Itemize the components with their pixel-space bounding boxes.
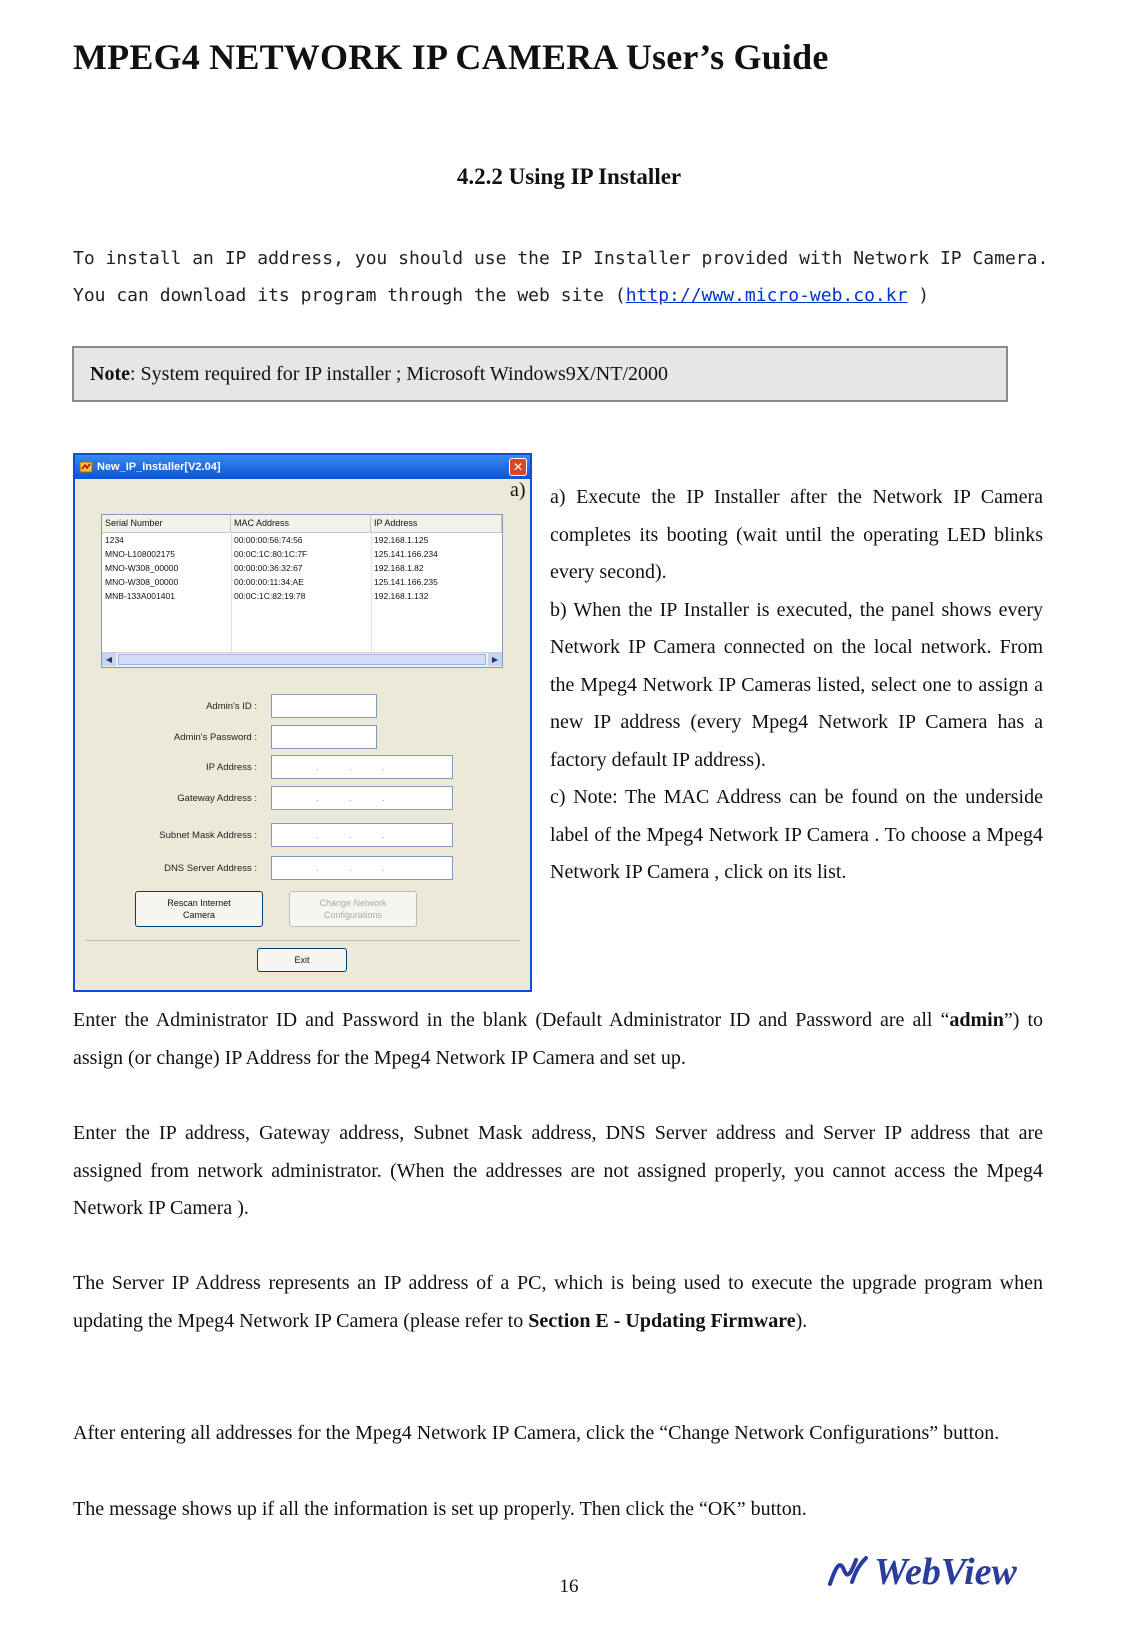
table-row <box>102 589 502 603</box>
horizontal-scrollbar <box>102 652 502 667</box>
scroll-left-icon: ◀ <box>102 653 116 666</box>
installer-title: New_IP_Installer[V2.04] <box>97 461 221 473</box>
subnet-mask-field: . . . <box>271 823 453 847</box>
table-row <box>102 575 502 589</box>
note-text <box>90 363 668 386</box>
admin-password-field <box>271 725 377 749</box>
note-box <box>72 346 1008 402</box>
exit-button: Exit <box>257 948 347 972</box>
column-serial-number: Serial Number <box>102 515 231 532</box>
step-marker: a) <box>510 479 526 501</box>
step-a: a) Execute the IP Installer after the Network IP Camera completes its booting (wait until the operating LED blinks every second). <box>550 486 1043 583</box>
admin-id-label: Admin's ID : <box>206 701 257 712</box>
ip-address-label: IP Address : <box>205 762 257 773</box>
cell-mac: 00:00:00:36:32:67 <box>234 563 303 573</box>
ip-address-field: . . . <box>271 755 453 779</box>
website-link[interactable]: http://www.micro-web.co.kr <box>625 285 908 306</box>
logo-text: WebView <box>874 1551 1017 1593</box>
step-b: b) When the IP Installer is executed, the panel shows every Network IP Camera connected on the local network. From the Mpeg4 Network IP Cameras listed, select one to assign a new IP address (every Mpeg4 Network IP Camera has a factory default IP address). <box>550 598 1043 771</box>
column-mac-address: MAC Address <box>231 515 371 532</box>
paragraph-addresses: Enter the IP address, Gateway address, Subnet Mask address, DNS Server address and Server IP address that are assigned from network administrator. (When the addresses are not assigned properly, you cannot access the Mpeg4 Network IP Camera ). <box>73 1122 1043 1219</box>
cell-ip: 192.168.1.125 <box>374 535 429 545</box>
intro-line-2-prefix: You can download its program through the web site ( <box>73 285 626 306</box>
rescan-button-label-1: Rescan Internet <box>167 898 231 908</box>
scroll-right-icon: ▶ <box>488 653 502 666</box>
ip-installer-screenshot <box>73 453 532 992</box>
installer-titlebar <box>75 455 530 479</box>
gateway-address-label: Gateway Address : <box>177 793 257 804</box>
column-ip-address: IP Address <box>371 515 502 532</box>
rescan-internet-camera-button <box>135 891 263 927</box>
webview-logo <box>826 1546 1044 1599</box>
dns-server-label: DNS Server Address : <box>164 863 257 874</box>
cell-mac: 00:00:00:56:74:56 <box>234 535 303 545</box>
cell-ip: 192.168.1.82 <box>374 563 424 573</box>
subnet-mask-label: Subnet Mask Address : <box>159 830 257 841</box>
divider <box>85 940 520 941</box>
gateway-address-field: . . . <box>271 786 453 810</box>
cell-ip: 125.141.166.234 <box>374 549 438 559</box>
change-network-configurations-button <box>289 891 417 927</box>
intro-text <box>73 240 1048 314</box>
admin-password-label: Admin's Password : <box>173 732 257 743</box>
dns-server-field: . . . <box>271 856 453 880</box>
p1-bold: admin <box>949 1009 1004 1031</box>
rescan-button-label-2: Camera <box>182 910 215 920</box>
steps-column <box>550 479 1043 892</box>
webview-logo-mark <box>826 1546 1044 1594</box>
cell-ip: 192.168.1.132 <box>374 591 429 601</box>
cell-serial: MNO-W308_00000 <box>105 577 179 587</box>
paragraph-change-config: After entering all addresses for the Mpeg4 Network IP Camera, click the “Change Network Configurations” button. <box>73 1422 1000 1444</box>
paragraph-admin <box>73 1002 1043 1077</box>
page-number: 16 <box>559 1576 579 1597</box>
cell-serial: MNO-L108002175 <box>105 549 175 559</box>
note-body: : System required for IP installer ; Microsoft Windows9X/NT/2000 <box>129 363 669 385</box>
change-button-label-1: Change Network <box>319 898 387 908</box>
p3-bold: Section E - Updating Firmware <box>528 1309 796 1332</box>
cell-mac: 00:00:00:11:34:AE <box>234 577 304 587</box>
table-row <box>102 561 502 575</box>
document-title: MPEG4 NETWORK IP CAMERA User’s Guide <box>73 37 829 77</box>
paragraph-ok: The message shows up if all the information is set up properly. Then click the “OK” button. <box>73 1498 807 1520</box>
cell-mac: 00:0C:1C:82:19:78 <box>234 591 306 601</box>
camera-list <box>101 514 503 668</box>
p1-prefix: Enter the Administrator ID and Password in the blank (Default Administrator ID and Password are all “ <box>73 1009 950 1031</box>
p3-prefix: The Server IP Address represents an IP address of a PC, which is being used to execute the upgrade program when updating the Mpeg4 Network IP Camera (please refer to <box>73 1272 1043 1332</box>
change-button-label-2: Configurations <box>323 910 383 920</box>
close-icon: ✕ <box>509 458 527 476</box>
step-c: c) Note: The MAC Address can be found on the underside label of the Mpeg4 Network IP Camera . To choose a Mpeg4 Network IP Camera , click on its list. <box>550 786 1043 883</box>
note-label: Note <box>90 363 130 385</box>
cell-ip: 125.141.166.235 <box>374 577 438 587</box>
camera-list-header <box>102 515 502 533</box>
p3-suffix: ). <box>795 1309 808 1332</box>
scroll-thumb <box>118 654 486 665</box>
paragraph-server-ip <box>73 1265 1043 1340</box>
app-icon <box>79 460 93 474</box>
cell-serial: 1234 <box>105 535 124 545</box>
table-row <box>102 533 502 547</box>
table-row <box>102 547 502 561</box>
cell-mac: 00:0C:1C:80:1C:7F <box>234 549 308 559</box>
intro-line-1: To install an IP address, you should use the IP Installer provided with Network IP Camera. <box>73 248 1049 269</box>
section-heading: 4.2.2 Using IP Installer <box>456 164 682 189</box>
cell-serial: MNO-W308_00000 <box>105 563 179 573</box>
intro-line-2 <box>73 277 1048 314</box>
p1-suffix: ”) to assign (or change) IP Address for the Mpeg4 Network IP Camera and set up. <box>73 1009 1044 1069</box>
intro-line-2-suffix: ) <box>907 285 930 306</box>
cell-serial: MNB-133A001401 <box>105 591 175 601</box>
admin-id-field <box>271 694 377 718</box>
